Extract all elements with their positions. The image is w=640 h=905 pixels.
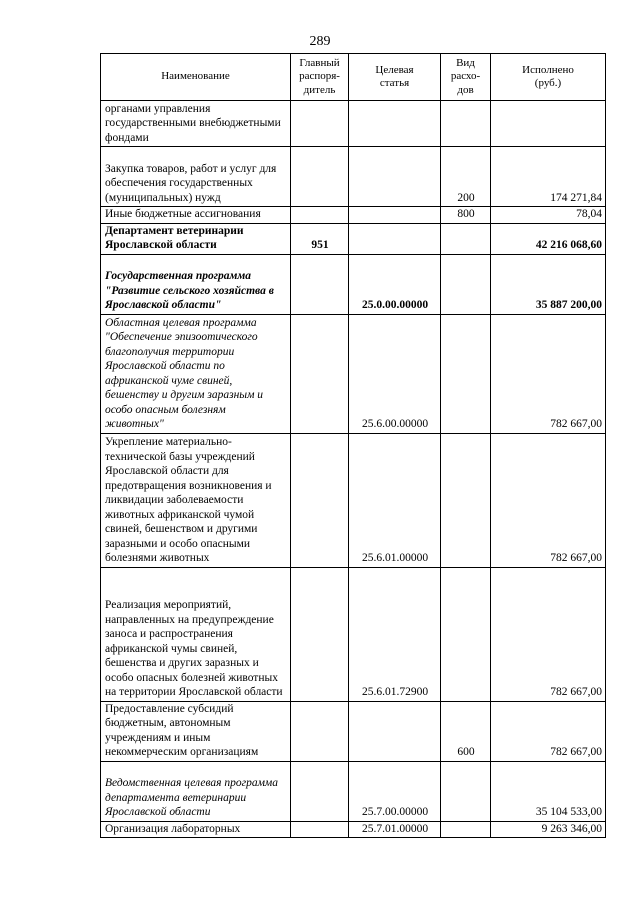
row-target: 25.6.00.00000	[349, 314, 441, 433]
table-row	[101, 223, 606, 254]
row-amount	[491, 101, 606, 147]
header-chief-administrator: Главный распоря- дитель	[291, 54, 349, 101]
table-row	[101, 433, 606, 567]
row-amount: 35 887 200,00	[491, 254, 606, 314]
row-name: Укрепление материально-технической базы учреждений Ярославской области для предотвращения возникновения и ликвидации заболеваемости животных африканской чумой свиней, бешенством и другими заразными и особо опасными болезнями животных	[101, 433, 291, 567]
row-amount: 35 104 533,00	[491, 761, 606, 821]
row-admin: 951	[291, 223, 349, 254]
row-type	[441, 567, 491, 701]
row-amount: 42 216 068,60	[491, 223, 606, 254]
table-row	[101, 761, 606, 821]
row-admin	[291, 433, 349, 567]
row-amount: 9 263 346,00	[491, 821, 606, 838]
row-name: Реализация мероприятий, направленных на предупреждение заноса и распространения африканской чумы свиней, бешенства и других заразных и особо опасных болезней животных на территории Ярославской области	[101, 567, 291, 701]
row-type: 200	[441, 147, 491, 207]
row-type	[441, 254, 491, 314]
row-amount: 78,04	[491, 207, 606, 224]
row-type: 800	[441, 207, 491, 224]
row-admin	[291, 314, 349, 433]
header-name: Наименование	[101, 54, 291, 101]
row-type	[441, 223, 491, 254]
page-number: 289	[309, 34, 331, 49]
row-type	[441, 433, 491, 567]
row-admin	[291, 821, 349, 838]
row-admin	[291, 567, 349, 701]
row-target: 25.7.00.00000	[349, 761, 441, 821]
row-name: Ведомственная целевая программа департамента ветеринарии Ярославской области	[101, 761, 291, 821]
table-row	[101, 254, 606, 314]
row-type	[441, 761, 491, 821]
table-header-row	[101, 54, 606, 101]
table-row	[101, 314, 606, 433]
row-name: Закупка товаров, работ и услуг для обеспечения государственных (муниципальных) нужд	[101, 147, 291, 207]
row-amount: 782 667,00	[491, 433, 606, 567]
row-type	[441, 314, 491, 433]
row-amount: 782 667,00	[491, 314, 606, 433]
row-name: Иные бюджетные ассигнования	[101, 207, 291, 224]
row-name: Государственная программа "Развитие сельского хозяйства в Ярославской области"	[101, 254, 291, 314]
row-name: органами управления государственными внебюджетными фондами	[101, 101, 291, 147]
row-name: Департамент ветеринарии Ярославской области	[101, 223, 291, 254]
header-target-article: Целевая статья	[349, 54, 441, 101]
row-target	[349, 701, 441, 761]
row-target: 25.0.00.00000	[349, 254, 441, 314]
budget-execution-table	[100, 53, 606, 838]
row-admin	[291, 761, 349, 821]
row-amount: 174 271,84	[491, 147, 606, 207]
table-row	[101, 567, 606, 701]
row-admin	[291, 701, 349, 761]
row-name: Организация лабораторных	[101, 821, 291, 838]
table-row	[101, 207, 606, 224]
row-amount: 782 667,00	[491, 567, 606, 701]
table-row	[101, 101, 606, 147]
row-target	[349, 223, 441, 254]
row-target: 25.6.01.00000	[349, 433, 441, 567]
row-admin	[291, 101, 349, 147]
row-target: 25.6.01.72900	[349, 567, 441, 701]
row-target	[349, 207, 441, 224]
row-target: 25.7.01.00000	[349, 821, 441, 838]
row-admin	[291, 207, 349, 224]
row-admin	[291, 254, 349, 314]
row-name: Областная целевая программа "Обеспечение эпизоотического благополучия территории Ярославской области по африканской чуме свиней, бешенству и другим заразным и особо опасным болезням животных"	[101, 314, 291, 433]
row-type	[441, 101, 491, 147]
row-target	[349, 147, 441, 207]
table-row	[101, 701, 606, 761]
row-admin	[291, 147, 349, 207]
header-executed-amount: Исполнено (руб.)	[491, 54, 606, 101]
table-row	[101, 147, 606, 207]
row-amount: 782 667,00	[491, 701, 606, 761]
row-target	[349, 101, 441, 147]
table-row	[101, 821, 606, 838]
row-type	[441, 821, 491, 838]
row-name: Предоставление субсидий бюджетным, автономным учреждениям и иным некоммерческим организациям	[101, 701, 291, 761]
header-expense-type: Вид расхо- дов	[441, 54, 491, 101]
row-type: 600	[441, 701, 491, 761]
